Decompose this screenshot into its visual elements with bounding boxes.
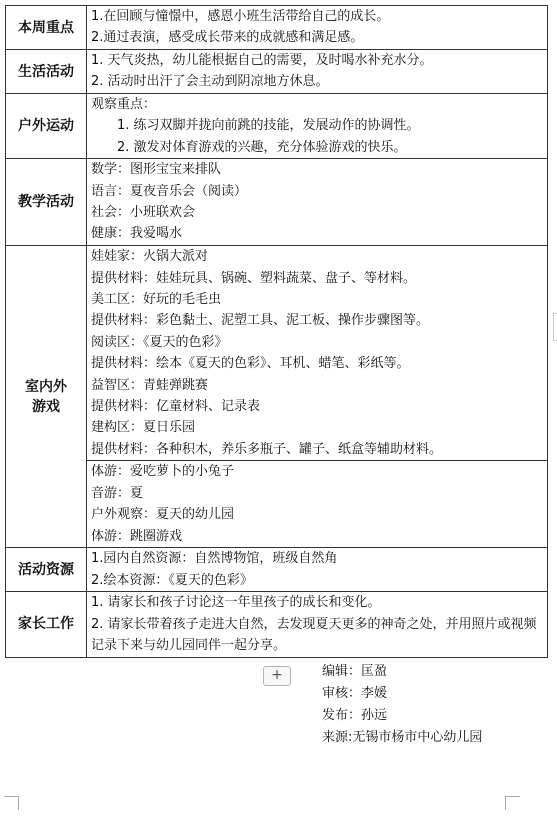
focus-line-2: 2.通过表演，感受成长带来的成就感和满足感。 <box>91 30 364 46</box>
indoor-line-1: 娃娃家：火锅大派对 <box>91 249 209 265</box>
label-games-line-1: 室内外 <box>25 378 67 395</box>
parents-line-1: 1. 请家长和孩子讨论这一年里孩子的成长和变化。 <box>91 595 381 611</box>
footer-reviewer: 审核：李媛 <box>322 686 388 701</box>
indoor-line-4: 提供材料：彩色黏土、泥塑工具、泥工板、操作步骤图等。 <box>91 313 430 329</box>
row-life <box>6 50 548 94</box>
label-resources: 活动资源 <box>6 548 87 592</box>
outdoor-line-2: 2. 激发对体育游戏的兴趣，充分体验游戏的快乐。 <box>117 139 407 155</box>
parents-line-2: 2. 请家长带着孩子走进大自然，去发现夏天更多的神奇之处，并用照片或视频记录下来与幼儿园同伴一起分享。 <box>91 616 537 654</box>
scroll-edge-handle[interactable] <box>553 313 557 341</box>
cell-life <box>87 50 548 94</box>
weekly-plan-table <box>5 5 548 658</box>
page-corner-mark-left <box>4 796 19 810</box>
teaching-line-4: 健康：我爱喝水 <box>91 226 183 242</box>
label-parents: 家长工作 <box>6 592 87 657</box>
life-line-1: 1. 天气炎热，幼儿能根据自己的需要，及时喝水补充水分。 <box>91 53 433 68</box>
teaching-line-1: 数学：图形宝宝来排队 <box>91 162 222 178</box>
row-games-indoor <box>6 246 548 461</box>
life-line-2: 2. 活动时出汗了会主动到阴凉地方休息。 <box>91 74 329 90</box>
label-life: 生活活动 <box>6 50 87 94</box>
row-focus <box>6 6 548 50</box>
cell-outdoor-sport <box>87 94 548 159</box>
indoor-line-2: 提供材料：娃娃玩具、锅碗、塑料蔬菜、盘子、等材料。 <box>91 270 417 286</box>
label-focus: 本周重点 <box>6 6 87 50</box>
label-games-line-2: 游戏 <box>32 398 60 415</box>
indoor-line-7: 益智区：青蛙弹跳赛 <box>91 377 209 393</box>
footer-publisher: 发布：孙远 <box>322 708 388 723</box>
article-footer <box>322 661 482 749</box>
indoor-line-8: 提供材料：亿童材料、记录表 <box>91 399 261 415</box>
indoor-line-5: 阅读区：《夏天的色彩》 <box>91 334 228 350</box>
outdoor-game-line-4: 体游：跳圈游戏 <box>91 528 183 544</box>
cell-focus <box>87 6 548 50</box>
label-teaching: 教学活动 <box>6 159 87 246</box>
resources-line-1: 1.园内自然资源：自然博物馆，班级自然角 <box>91 551 338 567</box>
indoor-line-10: 提供材料：各种积木，养乐多瓶子、罐子、纸盒等辅助材料。 <box>91 441 443 457</box>
cell-games-outdoor <box>87 461 548 548</box>
row-outdoor-sport <box>6 94 548 159</box>
add-row-button[interactable]: + <box>263 666 291 686</box>
cell-resources <box>87 548 548 592</box>
focus-line-1: 1.在回顾与憧憬中，感恩小班生活带给自己的成长。 <box>91 9 390 24</box>
cell-teaching <box>87 159 548 246</box>
label-outdoor-sport: 户外运动 <box>6 94 87 159</box>
resources-line-2: 2.绘本资源：《夏天的色彩》 <box>91 572 253 588</box>
row-parents <box>6 592 548 657</box>
footer-source: 来源:无锡市杨市中心幼儿园 <box>322 730 483 745</box>
label-games <box>6 246 87 548</box>
outdoor-intro: 观察重点： <box>91 97 157 112</box>
cell-parents <box>87 592 548 657</box>
footer-editor: 编辑：匡盈 <box>322 664 388 679</box>
indoor-line-6: 提供材料：绘本《夏天的色彩》、耳机、蜡笔、彩纸等。 <box>91 356 410 372</box>
page-corner-mark-right <box>505 796 520 810</box>
row-games-outdoor <box>6 461 548 548</box>
outdoor-game-line-2: 音游：夏 <box>91 485 144 501</box>
cell-games-indoor <box>87 246 548 461</box>
teaching-line-2: 语言：夏夜音乐会（阅读） <box>91 183 248 199</box>
outdoor-game-line-3: 户外观察：夏天的幼儿园 <box>91 507 235 523</box>
row-teaching <box>6 159 548 246</box>
teaching-line-3: 社会：小班联欢会 <box>91 205 196 221</box>
outdoor-game-line-1: 体游：爱吃萝卜的小兔子 <box>91 464 235 480</box>
row-resources <box>6 548 548 592</box>
indoor-line-3: 美工区：好玩的毛毛虫 <box>91 292 222 308</box>
outdoor-line-1: 1. 练习双脚并拢向前跳的技能，发展动作的协调性。 <box>117 118 420 134</box>
indoor-line-9: 建构区：夏日乐园 <box>91 420 196 436</box>
